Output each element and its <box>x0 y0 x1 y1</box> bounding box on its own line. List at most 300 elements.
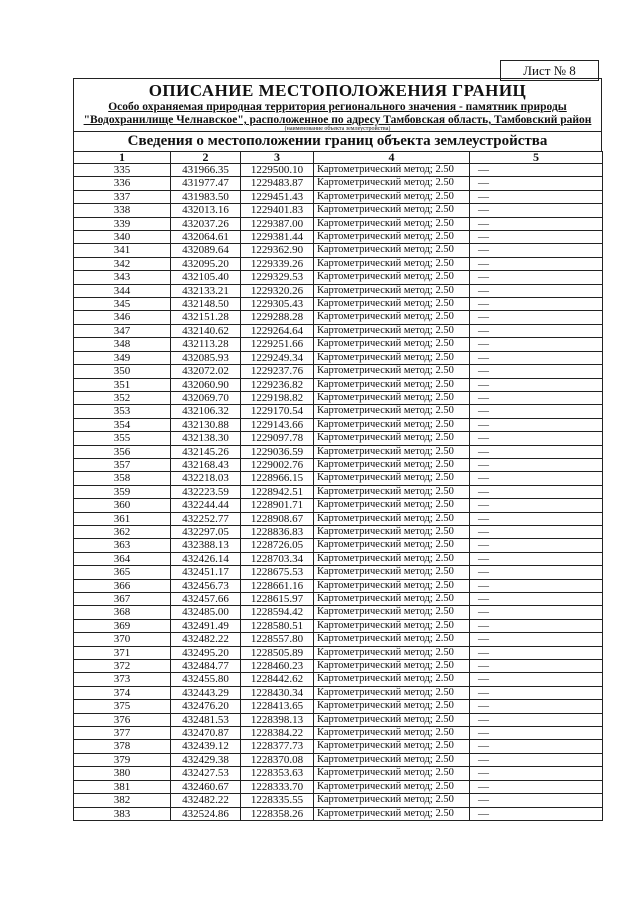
y-coordinate-cell: 1228335.55 <box>241 794 314 807</box>
y-coordinate-cell: 1229097.78 <box>241 432 314 445</box>
table-row <box>74 727 603 740</box>
description-cell: — <box>470 164 603 177</box>
point-number-cell: 363 <box>74 539 171 552</box>
table-row <box>74 686 603 699</box>
y-coordinate-cell: 1229381.44 <box>241 231 314 244</box>
description-cell: — <box>470 351 603 364</box>
table-row <box>74 217 603 230</box>
point-number-cell: 354 <box>74 418 171 431</box>
method-cell: Картометрический метод; 2.50 <box>314 525 470 538</box>
x-coordinate-cell: 432060.90 <box>171 378 241 391</box>
method-cell: Картометрический метод; 2.50 <box>314 700 470 713</box>
point-number-cell: 378 <box>74 740 171 753</box>
method-cell: Картометрический метод; 2.50 <box>314 552 470 565</box>
description-cell: — <box>470 646 603 659</box>
method-cell: Картометрический метод; 2.50 <box>314 257 470 270</box>
x-coordinate-cell: 432089.64 <box>171 244 241 257</box>
y-coordinate-cell: 1229288.28 <box>241 311 314 324</box>
point-number-cell: 348 <box>74 338 171 351</box>
y-coordinate-cell: 1229500.10 <box>241 164 314 177</box>
x-coordinate-cell: 432456.73 <box>171 579 241 592</box>
column-header: 2 <box>171 152 241 164</box>
point-number-cell: 372 <box>74 660 171 673</box>
x-coordinate-cell: 432524.86 <box>171 807 241 820</box>
point-number-cell: 352 <box>74 391 171 404</box>
y-coordinate-cell: 1229251.66 <box>241 338 314 351</box>
point-number-cell: 373 <box>74 673 171 686</box>
y-coordinate-cell: 1228505.89 <box>241 646 314 659</box>
table-row <box>74 244 603 257</box>
method-cell: Картометрический метод; 2.50 <box>314 177 470 190</box>
method-cell: Картометрический метод; 2.50 <box>314 807 470 820</box>
point-number-cell: 346 <box>74 311 171 324</box>
point-number-cell: 358 <box>74 472 171 485</box>
x-coordinate-cell: 432168.43 <box>171 458 241 471</box>
x-coordinate-cell: 432130.88 <box>171 418 241 431</box>
table-row <box>74 177 603 190</box>
x-coordinate-cell: 432427.53 <box>171 767 241 780</box>
method-cell: Картометрический метод; 2.50 <box>314 512 470 525</box>
point-number-cell: 357 <box>74 458 171 471</box>
table-row <box>74 794 603 807</box>
y-coordinate-cell: 1228580.51 <box>241 619 314 632</box>
table-row <box>74 713 603 726</box>
description-cell: — <box>470 512 603 525</box>
method-cell: Картометрический метод; 2.50 <box>314 727 470 740</box>
point-number-cell: 375 <box>74 700 171 713</box>
point-number-cell: 377 <box>74 727 171 740</box>
method-cell: Картометрический метод; 2.50 <box>314 713 470 726</box>
y-coordinate-cell: 1229339.26 <box>241 257 314 270</box>
y-coordinate-cell: 1228966.15 <box>241 472 314 485</box>
description-cell: — <box>470 338 603 351</box>
y-coordinate-cell: 1229264.64 <box>241 324 314 337</box>
description-cell: — <box>470 780 603 793</box>
table-row <box>74 271 603 284</box>
x-coordinate-cell: 432064.61 <box>171 231 241 244</box>
method-cell: Картометрический метод; 2.50 <box>314 231 470 244</box>
y-coordinate-cell: 1228615.97 <box>241 593 314 606</box>
method-cell: Картометрический метод; 2.50 <box>314 432 470 445</box>
y-coordinate-cell: 1228557.80 <box>241 633 314 646</box>
x-coordinate-cell: 432457.66 <box>171 593 241 606</box>
description-cell: — <box>470 204 603 217</box>
x-coordinate-cell: 432455.80 <box>171 673 241 686</box>
y-coordinate-cell: 1228661.16 <box>241 579 314 592</box>
description-cell: — <box>470 432 603 445</box>
x-coordinate-cell: 432495.20 <box>171 646 241 659</box>
point-number-cell: 360 <box>74 499 171 512</box>
x-coordinate-cell: 432085.93 <box>171 351 241 364</box>
description-cell: — <box>470 472 603 485</box>
x-coordinate-cell: 432476.20 <box>171 700 241 713</box>
point-number-cell: 361 <box>74 512 171 525</box>
y-coordinate-cell: 1228353.63 <box>241 767 314 780</box>
x-coordinate-cell: 432151.28 <box>171 311 241 324</box>
sheet-number-label: Лист № 8 <box>500 60 599 81</box>
point-number-cell: 335 <box>74 164 171 177</box>
column-header: 3 <box>241 152 314 164</box>
x-coordinate-cell: 431977.47 <box>171 177 241 190</box>
x-coordinate-cell: 432218.03 <box>171 472 241 485</box>
table-row <box>74 338 603 351</box>
y-coordinate-cell: 1228675.53 <box>241 566 314 579</box>
description-cell: — <box>470 700 603 713</box>
description-cell: — <box>470 231 603 244</box>
description-cell: — <box>470 807 603 820</box>
point-number-cell: 338 <box>74 204 171 217</box>
table-row <box>74 593 603 606</box>
y-coordinate-cell: 1229451.43 <box>241 190 314 203</box>
point-number-cell: 356 <box>74 445 171 458</box>
description-cell: — <box>470 418 603 431</box>
table-row <box>74 606 603 619</box>
document-title: ОПИСАНИЕ МЕСТОПОЛОЖЕНИЯ ГРАНИЦ <box>148 81 527 100</box>
x-coordinate-cell: 432148.50 <box>171 298 241 311</box>
table-row <box>74 458 603 471</box>
point-number-cell: 362 <box>74 525 171 538</box>
y-coordinate-cell: 1229002.76 <box>241 458 314 471</box>
method-cell: Картометрический метод; 2.50 <box>314 472 470 485</box>
description-cell: — <box>470 445 603 458</box>
method-cell: Картометрический метод; 2.50 <box>314 418 470 431</box>
point-number-cell: 367 <box>74 593 171 606</box>
y-coordinate-cell: 1228836.83 <box>241 525 314 538</box>
table-row <box>74 445 603 458</box>
point-number-cell: 366 <box>74 579 171 592</box>
x-coordinate-cell: 432252.77 <box>171 512 241 525</box>
table-row <box>74 231 603 244</box>
table-row <box>74 485 603 498</box>
x-coordinate-cell: 432133.21 <box>171 284 241 297</box>
point-number-cell: 382 <box>74 794 171 807</box>
description-cell: — <box>470 311 603 324</box>
x-coordinate-cell: 432484.77 <box>171 660 241 673</box>
method-cell: Картометрический метод; 2.50 <box>314 539 470 552</box>
x-coordinate-cell: 432138.30 <box>171 432 241 445</box>
x-coordinate-cell: 432140.62 <box>171 324 241 337</box>
document-header <box>73 78 602 132</box>
method-cell: Картометрический метод; 2.50 <box>314 378 470 391</box>
x-coordinate-cell: 432105.40 <box>171 271 241 284</box>
point-number-cell: 370 <box>74 633 171 646</box>
column-header: 1 <box>74 152 171 164</box>
y-coordinate-cell: 1228430.34 <box>241 686 314 699</box>
description-cell: — <box>470 525 603 538</box>
x-coordinate-cell: 432388.13 <box>171 539 241 552</box>
table-row <box>74 311 603 324</box>
description-cell: — <box>470 552 603 565</box>
description-cell: — <box>470 660 603 673</box>
x-coordinate-cell: 432244.44 <box>171 499 241 512</box>
table-row <box>74 740 603 753</box>
y-coordinate-cell: 1228384.22 <box>241 727 314 740</box>
description-cell: — <box>470 257 603 270</box>
description-cell: — <box>470 284 603 297</box>
y-coordinate-cell: 1228594.42 <box>241 606 314 619</box>
table-row <box>74 753 603 766</box>
method-cell: Картометрический метод; 2.50 <box>314 740 470 753</box>
table-row <box>74 204 603 217</box>
point-number-cell: 336 <box>74 177 171 190</box>
description-cell: — <box>470 324 603 337</box>
method-cell: Картометрический метод; 2.50 <box>314 190 470 203</box>
description-cell: — <box>470 539 603 552</box>
point-number-cell: 365 <box>74 566 171 579</box>
x-coordinate-cell: 432037.26 <box>171 217 241 230</box>
x-coordinate-cell: 432482.22 <box>171 794 241 807</box>
description-cell: — <box>470 458 603 471</box>
point-number-cell: 353 <box>74 405 171 418</box>
x-coordinate-cell: 432443.29 <box>171 686 241 699</box>
point-number-cell: 342 <box>74 257 171 270</box>
point-number-cell: 383 <box>74 807 171 820</box>
method-cell: Картометрический метод; 2.50 <box>314 566 470 579</box>
description-cell: — <box>470 713 603 726</box>
x-coordinate-cell: 432223.59 <box>171 485 241 498</box>
description-cell: — <box>470 190 603 203</box>
y-coordinate-cell: 1228413.65 <box>241 700 314 713</box>
table-row <box>74 780 603 793</box>
x-coordinate-cell: 432451.17 <box>171 566 241 579</box>
table-row <box>74 391 603 404</box>
table-row <box>74 660 603 673</box>
table-row <box>74 807 603 820</box>
point-number-cell: 374 <box>74 686 171 699</box>
table-row <box>74 499 603 512</box>
point-number-cell: 339 <box>74 217 171 230</box>
method-cell: Картометрический метод; 2.50 <box>314 351 470 364</box>
point-number-cell: 355 <box>74 432 171 445</box>
method-cell: Картометрический метод; 2.50 <box>314 686 470 699</box>
column-header: 4 <box>314 152 470 164</box>
column-header: 5 <box>470 152 603 164</box>
y-coordinate-cell: 1228908.67 <box>241 512 314 525</box>
table-row <box>74 633 603 646</box>
description-cell: — <box>470 619 603 632</box>
table-row <box>74 700 603 713</box>
y-coordinate-cell: 1229483.87 <box>241 177 314 190</box>
description-cell: — <box>470 794 603 807</box>
y-coordinate-cell: 1229198.82 <box>241 391 314 404</box>
object-name-line-2: "Водохранилище Челнавское", расположенное по адресу Тамбовская область, Тамбовский район <box>83 114 592 126</box>
description-cell: — <box>470 593 603 606</box>
table-row <box>74 378 603 391</box>
point-number-cell: 340 <box>74 231 171 244</box>
x-coordinate-cell: 431966.35 <box>171 164 241 177</box>
method-cell: Картометрический метод; 2.50 <box>314 324 470 337</box>
y-coordinate-cell: 1228358.26 <box>241 807 314 820</box>
point-number-cell: 379 <box>74 753 171 766</box>
method-cell: Картометрический метод; 2.50 <box>314 298 470 311</box>
y-coordinate-cell: 1229236.82 <box>241 378 314 391</box>
table-row <box>74 673 603 686</box>
point-number-cell: 364 <box>74 552 171 565</box>
x-coordinate-cell: 432113.28 <box>171 338 241 351</box>
table-row <box>74 767 603 780</box>
object-name-caption: (наименование объекта землеустройства) <box>284 126 391 132</box>
y-coordinate-cell: 1228460.23 <box>241 660 314 673</box>
x-coordinate-cell: 432013.16 <box>171 204 241 217</box>
x-coordinate-cell: 432485.00 <box>171 606 241 619</box>
x-coordinate-cell: 432429.38 <box>171 753 241 766</box>
y-coordinate-cell: 1228333.70 <box>241 780 314 793</box>
method-cell: Картометрический метод; 2.50 <box>314 593 470 606</box>
point-number-cell: 347 <box>74 324 171 337</box>
method-cell: Картометрический метод; 2.50 <box>314 579 470 592</box>
y-coordinate-cell: 1229329.53 <box>241 271 314 284</box>
y-coordinate-cell: 1229401.83 <box>241 204 314 217</box>
table-row <box>74 284 603 297</box>
description-cell: — <box>470 244 603 257</box>
x-coordinate-cell: 432470.87 <box>171 727 241 740</box>
y-coordinate-cell: 1228942.51 <box>241 485 314 498</box>
y-coordinate-cell: 1229143.66 <box>241 418 314 431</box>
table-row <box>74 190 603 203</box>
method-cell: Картометрический метод; 2.50 <box>314 405 470 418</box>
description-cell: — <box>470 298 603 311</box>
method-cell: Картометрический метод; 2.50 <box>314 284 470 297</box>
description-cell: — <box>470 499 603 512</box>
method-cell: Картометрический метод; 2.50 <box>314 633 470 646</box>
y-coordinate-cell: 1229305.43 <box>241 298 314 311</box>
point-number-cell: 345 <box>74 298 171 311</box>
x-coordinate-cell: 432145.26 <box>171 445 241 458</box>
section-title: Сведения о местоположении границ объекта землеустройства <box>73 131 602 152</box>
point-number-cell: 341 <box>74 244 171 257</box>
x-coordinate-cell: 432439.12 <box>171 740 241 753</box>
point-number-cell: 343 <box>74 271 171 284</box>
description-cell: — <box>470 217 603 230</box>
table-row <box>74 418 603 431</box>
y-coordinate-cell: 1228901.71 <box>241 499 314 512</box>
x-coordinate-cell: 432095.20 <box>171 257 241 270</box>
table-row <box>74 646 603 659</box>
y-coordinate-cell: 1229362.90 <box>241 244 314 257</box>
y-coordinate-cell: 1229320.26 <box>241 284 314 297</box>
table-row <box>74 539 603 552</box>
y-coordinate-cell: 1228726.05 <box>241 539 314 552</box>
point-number-cell: 349 <box>74 351 171 364</box>
description-cell: — <box>470 271 603 284</box>
description-cell: — <box>470 740 603 753</box>
point-number-cell: 371 <box>74 646 171 659</box>
table-row <box>74 566 603 579</box>
y-coordinate-cell: 1228442.62 <box>241 673 314 686</box>
table-row <box>74 324 603 337</box>
table-header-row <box>74 152 603 164</box>
table-row <box>74 579 603 592</box>
table-row <box>74 512 603 525</box>
x-coordinate-cell: 432072.02 <box>171 365 241 378</box>
y-coordinate-cell: 1229170.54 <box>241 405 314 418</box>
description-cell: — <box>470 177 603 190</box>
method-cell: Картометрический метод; 2.50 <box>314 753 470 766</box>
method-cell: Картометрический метод; 2.50 <box>314 673 470 686</box>
description-cell: — <box>470 753 603 766</box>
x-coordinate-cell: 432481.53 <box>171 713 241 726</box>
y-coordinate-cell: 1228370.08 <box>241 753 314 766</box>
point-number-cell: 350 <box>74 365 171 378</box>
description-cell: — <box>470 633 603 646</box>
description-cell: — <box>470 405 603 418</box>
x-coordinate-cell: 432069.70 <box>171 391 241 404</box>
table-row <box>74 405 603 418</box>
y-coordinate-cell: 1229387.00 <box>241 217 314 230</box>
description-cell: — <box>470 727 603 740</box>
method-cell: Картометрический метод; 2.50 <box>314 244 470 257</box>
y-coordinate-cell: 1228703.34 <box>241 552 314 565</box>
point-number-cell: 369 <box>74 619 171 632</box>
method-cell: Картометрический метод; 2.50 <box>314 499 470 512</box>
point-number-cell: 368 <box>74 606 171 619</box>
method-cell: Картометрический метод; 2.50 <box>314 445 470 458</box>
method-cell: Картометрический метод; 2.50 <box>314 485 470 498</box>
table-row <box>74 298 603 311</box>
description-cell: — <box>470 579 603 592</box>
table-row <box>74 257 603 270</box>
method-cell: Картометрический метод; 2.50 <box>314 217 470 230</box>
method-cell: Картометрический метод; 2.50 <box>314 365 470 378</box>
point-number-cell: 376 <box>74 713 171 726</box>
table-row <box>74 619 603 632</box>
y-coordinate-cell: 1228377.73 <box>241 740 314 753</box>
description-cell: — <box>470 606 603 619</box>
x-coordinate-cell: 432460.67 <box>171 780 241 793</box>
method-cell: Картометрический метод; 2.50 <box>314 338 470 351</box>
table-row <box>74 351 603 364</box>
method-cell: Картометрический метод; 2.50 <box>314 767 470 780</box>
table-row <box>74 525 603 538</box>
point-number-cell: 337 <box>74 190 171 203</box>
x-coordinate-cell: 432297.05 <box>171 525 241 538</box>
point-number-cell: 380 <box>74 767 171 780</box>
description-cell: — <box>470 485 603 498</box>
point-number-cell: 381 <box>74 780 171 793</box>
table-row <box>74 552 603 565</box>
point-number-cell: 359 <box>74 485 171 498</box>
method-cell: Картометрический метод; 2.50 <box>314 271 470 284</box>
description-cell: — <box>470 673 603 686</box>
description-cell: — <box>470 365 603 378</box>
description-cell: — <box>470 378 603 391</box>
x-coordinate-cell: 432491.49 <box>171 619 241 632</box>
method-cell: Картометрический метод; 2.50 <box>314 780 470 793</box>
table-row <box>74 164 603 177</box>
x-coordinate-cell: 432106.32 <box>171 405 241 418</box>
y-coordinate-cell: 1228398.13 <box>241 713 314 726</box>
method-cell: Картометрический метод; 2.50 <box>314 646 470 659</box>
table-row <box>74 432 603 445</box>
method-cell: Картометрический метод; 2.50 <box>314 660 470 673</box>
x-coordinate-cell: 432426.14 <box>171 552 241 565</box>
x-coordinate-cell: 432482.22 <box>171 633 241 646</box>
method-cell: Картометрический метод; 2.50 <box>314 164 470 177</box>
point-number-cell: 351 <box>74 378 171 391</box>
method-cell: Картометрический метод; 2.50 <box>314 458 470 471</box>
y-coordinate-cell: 1229036.59 <box>241 445 314 458</box>
description-cell: — <box>470 391 603 404</box>
description-cell: — <box>470 566 603 579</box>
method-cell: Картометрический метод; 2.50 <box>314 606 470 619</box>
description-cell: — <box>470 686 603 699</box>
table-row <box>74 472 603 485</box>
method-cell: Картометрический метод; 2.50 <box>314 204 470 217</box>
method-cell: Картометрический метод; 2.50 <box>314 311 470 324</box>
x-coordinate-cell: 431983.50 <box>171 190 241 203</box>
boundary-points-table <box>73 151 603 821</box>
method-cell: Картометрический метод; 2.50 <box>314 794 470 807</box>
